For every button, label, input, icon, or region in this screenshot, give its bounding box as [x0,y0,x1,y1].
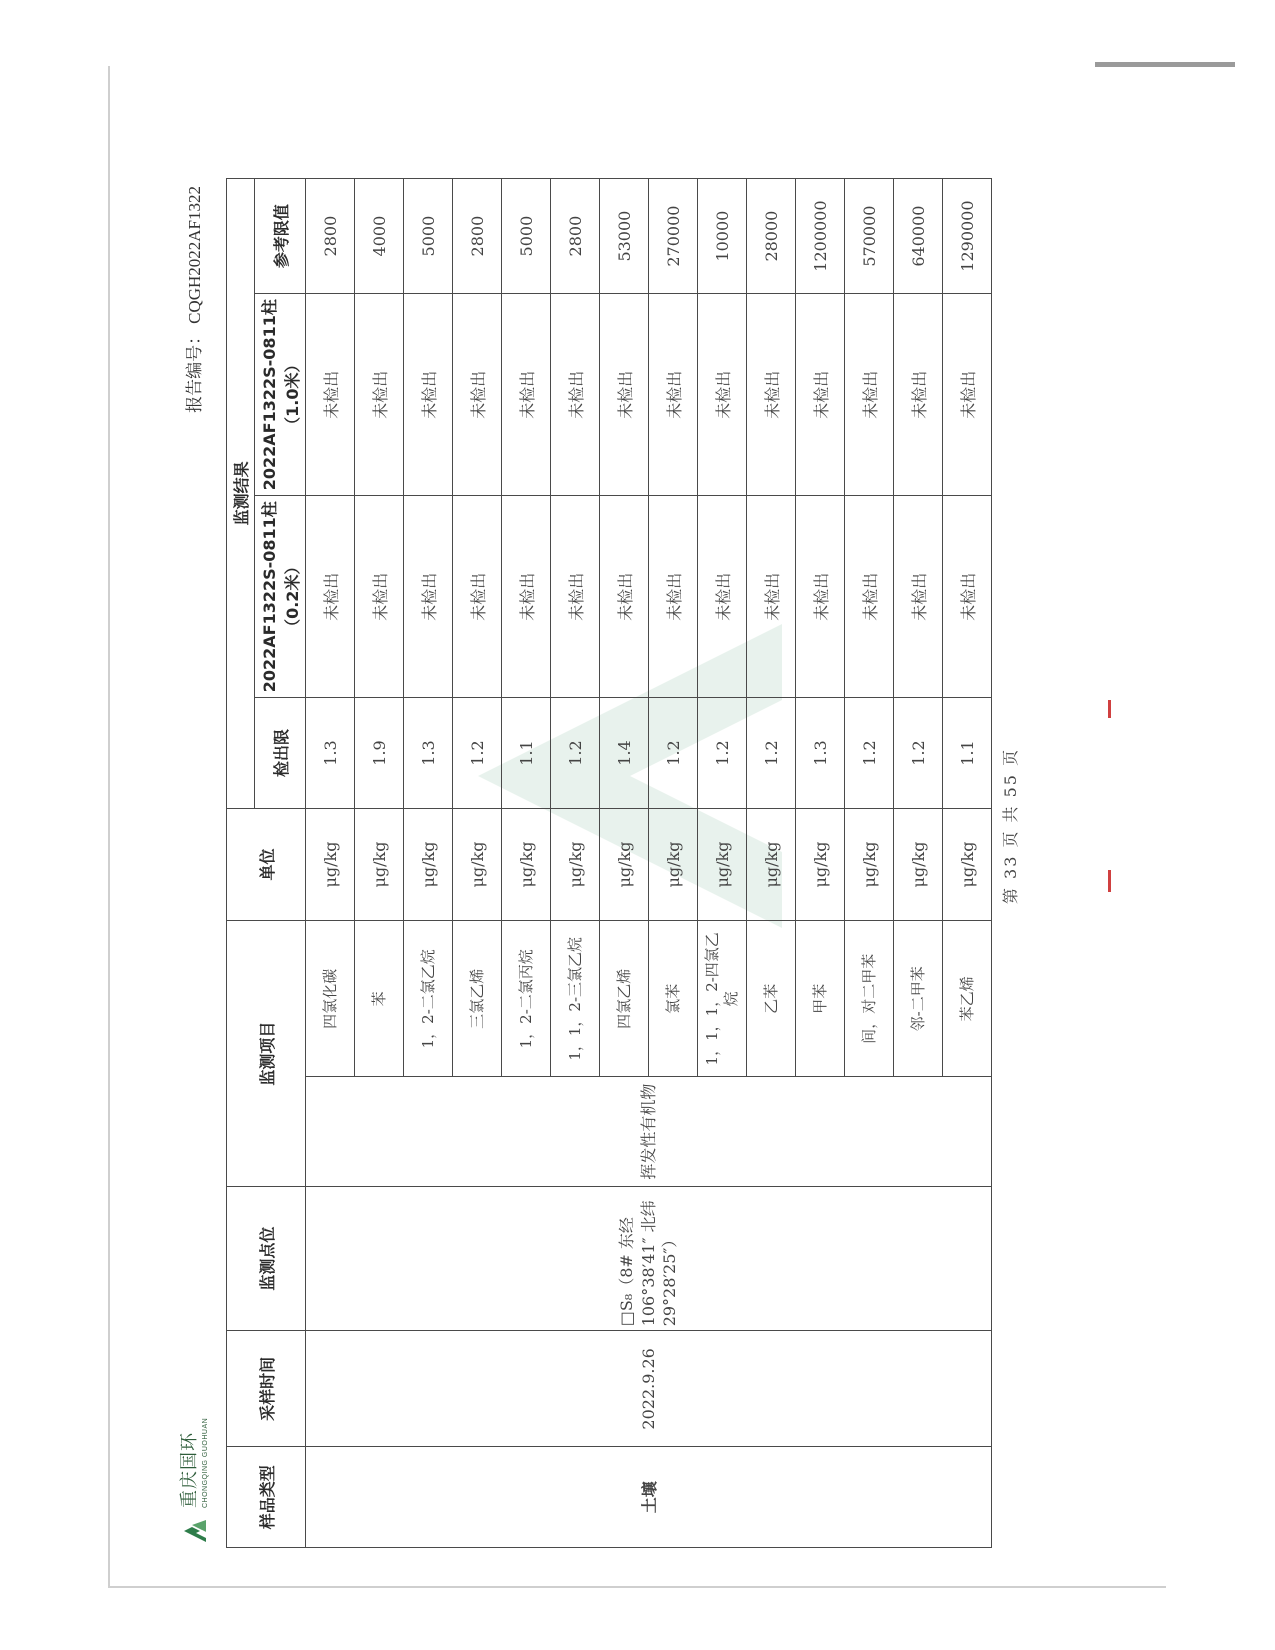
result-2-cell: 未检出 [404,294,453,496]
red-stamp-edge [1108,870,1111,892]
result-1-cell: 未检出 [943,496,992,698]
header-unit: 单位 [227,808,306,921]
ref-limit-cell: 1290000 [943,179,992,294]
unit-cell: μg/kg [845,808,894,921]
logo-company-name-en: CHONGQING GUOHUAN [202,1417,209,1508]
ref-limit-cell: 640000 [894,179,943,294]
item-cell: 三氯乙烯 [453,921,502,1077]
table-row [306,179,355,1548]
lod-cell: 1.3 [306,698,355,809]
lod-cell: 1.2 [845,698,894,809]
item-cell: 苯乙烯 [943,921,992,1077]
unit-cell: μg/kg [747,808,796,921]
ref-limit-cell: 5000 [502,179,551,294]
item-cell: 苯 [355,921,404,1077]
unit-cell: μg/kg [453,808,502,921]
result-2-cell: 未检出 [796,294,845,496]
result-1-cell: 未检出 [355,496,404,698]
item-cell: 1，2-二氯乙烷 [404,921,453,1077]
ref-limit-cell: 2800 [306,179,355,294]
ref-limit-cell: 10000 [698,179,747,294]
rotated-landscape-page [110,66,1166,1586]
unit-cell: μg/kg [649,808,698,921]
lod-cell: 1.2 [551,698,600,809]
result-2-cell: 未检出 [306,294,355,496]
result-1-cell: 未检出 [747,496,796,698]
sample-time-cell: 2022.9.26 [306,1331,992,1447]
header-sample-type: 样品类型 [227,1447,306,1548]
table-header-row [227,179,255,1548]
lod-cell: 1.2 [698,698,747,809]
header-sample-time: 采样时间 [227,1331,306,1447]
result-1-cell: 未检出 [600,496,649,698]
ref-limit-cell: 28000 [747,179,796,294]
result-2-cell: 未检出 [894,294,943,496]
result-2-cell: 未检出 [943,294,992,496]
lod-cell: 1.2 [649,698,698,809]
result-1-cell: 未检出 [845,496,894,698]
item-cell: 氯苯 [649,921,698,1077]
ref-limit-cell: 1200000 [796,179,845,294]
unit-cell: μg/kg [796,808,845,921]
lod-cell: 1.2 [453,698,502,809]
lod-cell: 1.3 [404,698,453,809]
result-1-cell: 未检出 [796,496,845,698]
scanned-page [108,66,1166,1588]
result-1-cell: 未检出 [649,496,698,698]
item-cell: 间，对二甲苯 [845,921,894,1077]
logo-mark-icon [180,1516,210,1546]
logo-company-name: 重庆国环 [179,1432,200,1508]
result-2-cell: 未检出 [355,294,404,496]
result-1-cell: 未检出 [894,496,943,698]
unit-cell: μg/kg [502,808,551,921]
result-1-cell: 未检出 [502,496,551,698]
header-results: 监测结果 [227,179,255,809]
ref-limit-cell: 570000 [845,179,894,294]
header-item: 监测项目 [227,921,306,1187]
unit-cell: μg/kg [894,808,943,921]
unit-cell: μg/kg [404,808,453,921]
unit-cell: μg/kg [600,808,649,921]
item-cell: 1，1，1，2-四氯乙烷 [698,921,747,1077]
report-number-label: 报告编号： [185,327,204,413]
result-1-cell: 未检出 [453,496,502,698]
lod-cell: 1.2 [894,698,943,809]
item-cell: 四氯乙烯 [600,921,649,1077]
lod-cell: 1.1 [943,698,992,809]
result-2-cell: 未检出 [551,294,600,496]
unit-cell: μg/kg [551,808,600,921]
result-2-cell: 未检出 [502,294,551,496]
lod-cell: 1.2 [747,698,796,809]
red-stamp-edge [1108,700,1111,718]
company-logo [180,1418,210,1546]
ref-limit-cell: 2800 [551,179,600,294]
result-1-cell: 未检出 [404,496,453,698]
item-cell: 甲苯 [796,921,845,1077]
ref-limit-cell: 5000 [404,179,453,294]
header-result-2: 2022AF1322S-0811柱（1.0米） [255,294,306,496]
lod-cell: 1.1 [502,698,551,809]
monitoring-results-table [226,178,992,1548]
lod-cell: 1.4 [600,698,649,809]
ref-limit-cell: 270000 [649,179,698,294]
report-number [180,186,205,417]
lod-cell: 1.3 [796,698,845,809]
header-result-1: 2022AF1322S-0811柱（0.2米） [255,496,306,698]
ref-limit-cell: 2800 [453,179,502,294]
item-cell: 邻-二甲苯 [894,921,943,1077]
result-2-cell: 未检出 [698,294,747,496]
unit-cell: μg/kg [306,808,355,921]
unit-cell: μg/kg [943,808,992,921]
header-lod: 检出限 [255,698,306,809]
result-2-cell: 未检出 [600,294,649,496]
result-1-cell: 未检出 [698,496,747,698]
unit-cell: μg/kg [355,808,404,921]
result-2-cell: 未检出 [453,294,502,496]
result-2-cell: 未检出 [845,294,894,496]
lod-cell: 1.9 [355,698,404,809]
result-2-cell: 未检出 [747,294,796,496]
report-number-value: CQGH2022AF1322 [185,186,204,324]
item-cell: 1，1，2-三氯乙烷 [551,921,600,1077]
site-cell: □S₈（8# 东经 106°38′41″ 北纬 29°28′25″） [306,1186,992,1330]
category-cell: 挥发性有机物 [306,1077,992,1187]
result-2-cell: 未检出 [649,294,698,496]
ref-limit-cell: 53000 [600,179,649,294]
item-cell: 四氯化碳 [306,921,355,1077]
header-ref-limit: 参考限值 [255,179,306,294]
result-1-cell: 未检出 [551,496,600,698]
unit-cell: μg/kg [698,808,747,921]
page-footer: 第 33 页 共 55 页 [1001,747,1020,905]
sample-type-cell: 土壤 [306,1447,992,1548]
item-cell: 乙苯 [747,921,796,1077]
item-cell: 1，2-二氯丙烷 [502,921,551,1077]
ref-limit-cell: 4000 [355,179,404,294]
header-site: 监测点位 [227,1186,306,1330]
result-1-cell: 未检出 [306,496,355,698]
scan-edge-mark [1095,62,1235,67]
